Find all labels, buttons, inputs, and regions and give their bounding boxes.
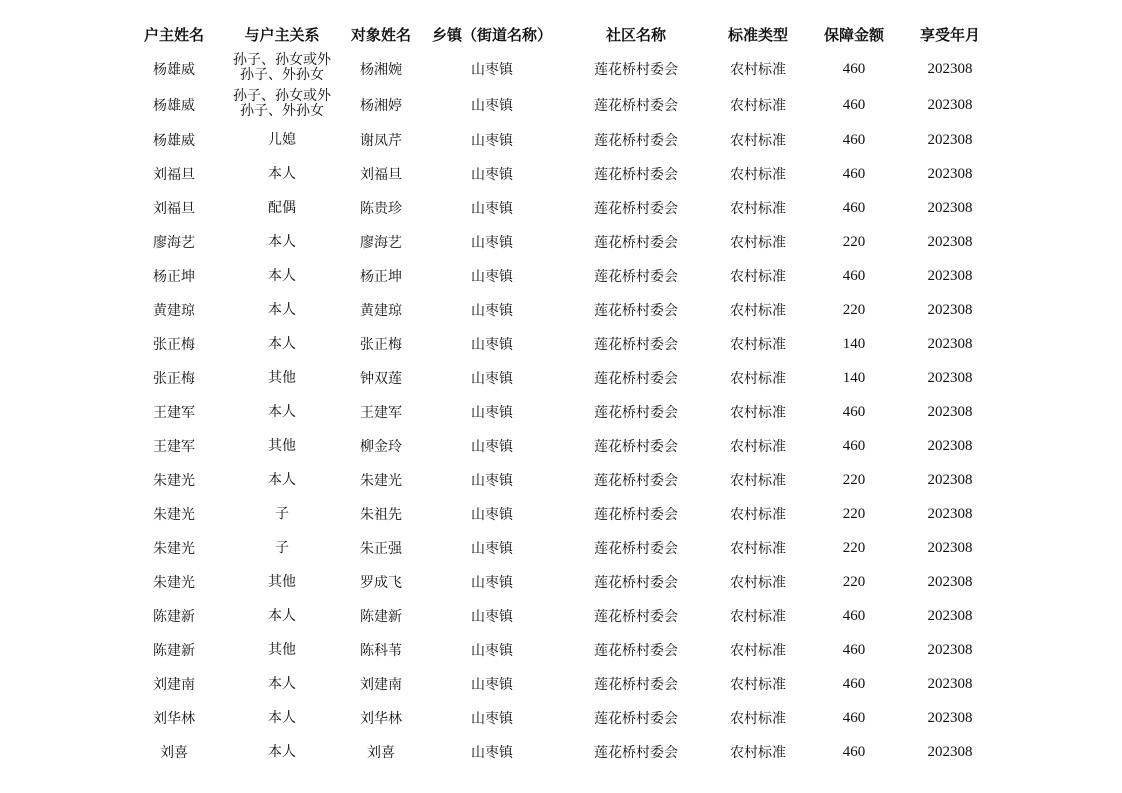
standard-type-cell: 农村标准 xyxy=(730,439,786,455)
relationship-cell: 本人 xyxy=(268,675,296,692)
standard-type-cell: 农村标准 xyxy=(730,371,786,387)
month-cell: 202308 xyxy=(927,505,973,522)
table-header xyxy=(118,17,992,51)
relationship-cell: 其他 xyxy=(268,369,296,386)
recipient-name-cell: 杨湘婉 xyxy=(360,62,402,78)
month-cell: 202308 xyxy=(927,641,973,658)
household-head-cell: 杨雄威 xyxy=(153,62,195,78)
relationship-cell: 本人 xyxy=(268,335,296,352)
township-cell: 山枣镇 xyxy=(471,745,513,761)
table-row xyxy=(118,497,992,531)
standard-type-cell: 农村标准 xyxy=(730,235,786,251)
township-cell: 山枣镇 xyxy=(471,98,513,114)
recipient-name-cell: 张正梅 xyxy=(360,337,402,353)
household-head-cell: 刘福旦 xyxy=(153,167,195,183)
table-row xyxy=(118,51,992,87)
amount-cell: 140 xyxy=(842,335,866,352)
township-cell: 山枣镇 xyxy=(471,711,513,727)
household-head-cell: 陈建新 xyxy=(153,609,195,625)
month-cell: 202308 xyxy=(927,573,973,590)
month-cell: 202308 xyxy=(927,131,973,148)
table-row xyxy=(118,565,992,599)
month-cell: 202308 xyxy=(927,165,973,182)
amount-cell: 140 xyxy=(842,369,866,386)
recipient-name-cell: 钟双莲 xyxy=(360,371,402,387)
community-cell: 莲花桥村委会 xyxy=(594,405,678,421)
household-head-cell: 刘福旦 xyxy=(153,201,195,217)
township-cell: 山枣镇 xyxy=(471,337,513,353)
recipient-name-cell: 黄建琼 xyxy=(360,303,402,319)
relationship-cell: 其他 xyxy=(268,437,296,454)
header-township: 乡镇（街道名称） xyxy=(431,25,552,44)
relationship-cell: 本人 xyxy=(268,267,296,284)
township-cell: 山枣镇 xyxy=(471,677,513,693)
month-cell: 202308 xyxy=(927,539,973,556)
month-cell: 202308 xyxy=(927,403,973,420)
table-row xyxy=(118,87,992,123)
relationship-cell: 子 xyxy=(275,539,289,556)
amount-cell: 460 xyxy=(842,199,866,216)
standard-type-cell: 农村标准 xyxy=(730,201,786,217)
month-cell: 202308 xyxy=(927,743,973,760)
amount-cell: 460 xyxy=(842,131,866,148)
recipient-name-cell: 刘建南 xyxy=(360,677,402,693)
recipient-name-cell: 陈科苇 xyxy=(360,643,402,659)
header-community: 社区名称 xyxy=(605,25,666,44)
community-cell: 莲花桥村委会 xyxy=(594,711,678,727)
amount-cell: 460 xyxy=(842,267,866,284)
township-cell: 山枣镇 xyxy=(471,371,513,387)
standard-type-cell: 农村标准 xyxy=(730,541,786,557)
township-cell: 山枣镇 xyxy=(471,473,513,489)
household-head-cell: 张正梅 xyxy=(153,337,195,353)
community-cell: 莲花桥村委会 xyxy=(594,235,678,251)
month-cell: 202308 xyxy=(927,607,973,624)
recipient-name-cell: 朱建光 xyxy=(360,473,402,489)
recipient-name-cell: 刘喜 xyxy=(367,745,395,761)
header-month: 享受年月 xyxy=(919,25,980,44)
relationship-cell: 孙子、孙女或外孙子、外孙女 xyxy=(233,52,331,83)
township-cell: 山枣镇 xyxy=(471,507,513,523)
township-cell: 山枣镇 xyxy=(471,133,513,149)
header-recipient-name: 对象姓名 xyxy=(350,25,411,44)
community-cell: 莲花桥村委会 xyxy=(594,62,678,78)
header-row xyxy=(118,17,992,51)
recipient-name-cell: 陈建新 xyxy=(360,609,402,625)
month-cell: 202308 xyxy=(927,60,973,77)
community-cell: 莲花桥村委会 xyxy=(594,167,678,183)
household-head-cell: 杨雄威 xyxy=(153,98,195,114)
recipient-name-cell: 杨湘婷 xyxy=(360,98,402,114)
household-head-cell: 王建军 xyxy=(153,405,195,421)
header-relationship: 与户主关系 xyxy=(244,25,320,44)
amount-cell: 460 xyxy=(842,403,866,420)
household-head-cell: 张正梅 xyxy=(153,371,195,387)
community-cell: 莲花桥村委会 xyxy=(594,371,678,387)
relationship-cell: 本人 xyxy=(268,743,296,760)
table-row xyxy=(118,225,992,259)
table-row xyxy=(118,293,992,327)
household-head-cell: 黄建琼 xyxy=(153,303,195,319)
community-cell: 莲花桥村委会 xyxy=(594,269,678,285)
standard-type-cell: 农村标准 xyxy=(730,677,786,693)
month-cell: 202308 xyxy=(927,335,973,352)
relationship-cell: 本人 xyxy=(268,471,296,488)
community-cell: 莲花桥村委会 xyxy=(594,677,678,693)
household-head-cell: 王建军 xyxy=(153,439,195,455)
recipient-name-cell: 廖海艺 xyxy=(360,235,402,251)
recipient-name-cell: 朱祖先 xyxy=(360,507,402,523)
standard-type-cell: 农村标准 xyxy=(730,405,786,421)
household-head-cell: 刘建南 xyxy=(153,677,195,693)
community-cell: 莲花桥村委会 xyxy=(594,575,678,591)
standard-type-cell: 农村标准 xyxy=(730,711,786,727)
township-cell: 山枣镇 xyxy=(471,235,513,251)
table-row xyxy=(118,361,992,395)
amount-cell: 460 xyxy=(842,437,866,454)
community-cell: 莲花桥村委会 xyxy=(594,133,678,149)
household-head-cell: 杨雄威 xyxy=(153,133,195,149)
relationship-cell: 其他 xyxy=(268,641,296,658)
table-row xyxy=(118,463,992,497)
household-head-cell: 朱建光 xyxy=(153,473,195,489)
recipient-name-cell: 杨正坤 xyxy=(360,269,402,285)
community-cell: 莲花桥村委会 xyxy=(594,473,678,489)
township-cell: 山枣镇 xyxy=(471,405,513,421)
relationship-cell: 本人 xyxy=(268,233,296,250)
community-cell: 莲花桥村委会 xyxy=(594,507,678,523)
relationship-cell: 本人 xyxy=(268,301,296,318)
township-cell: 山枣镇 xyxy=(471,167,513,183)
recipient-name-cell: 谢凤芹 xyxy=(360,133,402,149)
standard-type-cell: 农村标准 xyxy=(730,473,786,489)
month-cell: 202308 xyxy=(927,233,973,250)
header-amount: 保障金额 xyxy=(823,25,884,44)
township-cell: 山枣镇 xyxy=(471,575,513,591)
recipient-name-cell: 朱正强 xyxy=(360,541,402,557)
community-cell: 莲花桥村委会 xyxy=(594,439,678,455)
standard-type-cell: 农村标准 xyxy=(730,62,786,78)
table-row xyxy=(118,123,992,157)
table-row xyxy=(118,429,992,463)
relationship-cell: 本人 xyxy=(268,403,296,420)
month-cell: 202308 xyxy=(927,369,973,386)
table-row xyxy=(118,667,992,701)
table-row xyxy=(118,633,992,667)
household-head-cell: 刘喜 xyxy=(160,745,188,761)
relationship-cell: 配偶 xyxy=(268,199,296,216)
amount-cell: 460 xyxy=(842,607,866,624)
amount-cell: 220 xyxy=(842,301,866,318)
township-cell: 山枣镇 xyxy=(471,609,513,625)
table-row xyxy=(118,531,992,565)
township-cell: 山枣镇 xyxy=(471,303,513,319)
household-head-cell: 廖海艺 xyxy=(153,235,195,251)
standard-type-cell: 农村标准 xyxy=(730,167,786,183)
household-head-cell: 朱建光 xyxy=(153,541,195,557)
standard-type-cell: 农村标准 xyxy=(730,507,786,523)
amount-cell: 460 xyxy=(842,675,866,692)
table-row xyxy=(118,701,992,735)
month-cell: 202308 xyxy=(927,675,973,692)
table-row xyxy=(118,259,992,293)
community-cell: 莲花桥村委会 xyxy=(594,201,678,217)
household-head-cell: 刘华林 xyxy=(153,711,195,727)
household-head-cell: 朱建光 xyxy=(153,575,195,591)
amount-cell: 460 xyxy=(842,60,866,77)
amount-cell: 220 xyxy=(842,539,866,556)
standard-type-cell: 农村标准 xyxy=(730,269,786,285)
table-row xyxy=(118,735,992,769)
community-cell: 莲花桥村委会 xyxy=(594,303,678,319)
amount-cell: 220 xyxy=(842,471,866,488)
relationship-cell: 本人 xyxy=(268,607,296,624)
standard-type-cell: 农村标准 xyxy=(730,98,786,114)
month-cell: 202308 xyxy=(927,471,973,488)
table-row xyxy=(118,599,992,633)
amount-cell: 460 xyxy=(842,96,866,113)
month-cell: 202308 xyxy=(927,437,973,454)
standard-type-cell: 农村标准 xyxy=(730,133,786,149)
township-cell: 山枣镇 xyxy=(471,643,513,659)
amount-cell: 460 xyxy=(842,165,866,182)
standard-type-cell: 农村标准 xyxy=(730,303,786,319)
household-head-cell: 朱建光 xyxy=(153,507,195,523)
relationship-cell: 儿媳 xyxy=(268,131,296,148)
amount-cell: 460 xyxy=(842,743,866,760)
amount-cell: 220 xyxy=(842,573,866,590)
recipient-name-cell: 罗成飞 xyxy=(360,575,402,591)
township-cell: 山枣镇 xyxy=(471,269,513,285)
household-head-cell: 杨正坤 xyxy=(153,269,195,285)
recipient-name-cell: 刘福旦 xyxy=(360,167,402,183)
month-cell: 202308 xyxy=(927,267,973,284)
standard-type-cell: 农村标准 xyxy=(730,337,786,353)
month-cell: 202308 xyxy=(927,96,973,113)
standard-type-cell: 农村标准 xyxy=(730,575,786,591)
township-cell: 山枣镇 xyxy=(471,62,513,78)
community-cell: 莲花桥村委会 xyxy=(594,643,678,659)
table-body xyxy=(118,51,992,769)
month-cell: 202308 xyxy=(927,301,973,318)
month-cell: 202308 xyxy=(927,709,973,726)
header-household-head: 户主姓名 xyxy=(143,25,204,44)
community-cell: 莲花桥村委会 xyxy=(594,609,678,625)
amount-cell: 460 xyxy=(842,641,866,658)
relationship-cell: 本人 xyxy=(268,709,296,726)
recipient-name-cell: 王建军 xyxy=(360,405,402,421)
recipient-name-cell: 陈贵珍 xyxy=(360,201,402,217)
community-cell: 莲花桥村委会 xyxy=(594,98,678,114)
amount-cell: 220 xyxy=(842,505,866,522)
standard-type-cell: 农村标准 xyxy=(730,643,786,659)
township-cell: 山枣镇 xyxy=(471,201,513,217)
table-row xyxy=(118,191,992,225)
amount-cell: 220 xyxy=(842,233,866,250)
standard-type-cell: 农村标准 xyxy=(730,745,786,761)
recipient-name-cell: 柳金玲 xyxy=(360,439,402,455)
relationship-cell: 本人 xyxy=(268,165,296,182)
community-cell: 莲花桥村委会 xyxy=(594,337,678,353)
township-cell: 山枣镇 xyxy=(471,439,513,455)
relationship-cell: 其他 xyxy=(268,573,296,590)
standard-type-cell: 农村标准 xyxy=(730,609,786,625)
recipient-name-cell: 刘华林 xyxy=(360,711,402,727)
community-cell: 莲花桥村委会 xyxy=(594,745,678,761)
month-cell: 202308 xyxy=(927,199,973,216)
amount-cell: 460 xyxy=(842,709,866,726)
relationship-cell: 子 xyxy=(275,505,289,522)
table-row xyxy=(118,327,992,361)
community-cell: 莲花桥村委会 xyxy=(594,541,678,557)
table-row xyxy=(118,395,992,429)
relationship-cell: 孙子、孙女或外孙子、外孙女 xyxy=(233,88,331,119)
table-row xyxy=(118,157,992,191)
assistance-roster-table xyxy=(118,17,992,769)
household-head-cell: 陈建新 xyxy=(153,643,195,659)
header-standard-type: 标准类型 xyxy=(727,25,788,44)
township-cell: 山枣镇 xyxy=(471,541,513,557)
